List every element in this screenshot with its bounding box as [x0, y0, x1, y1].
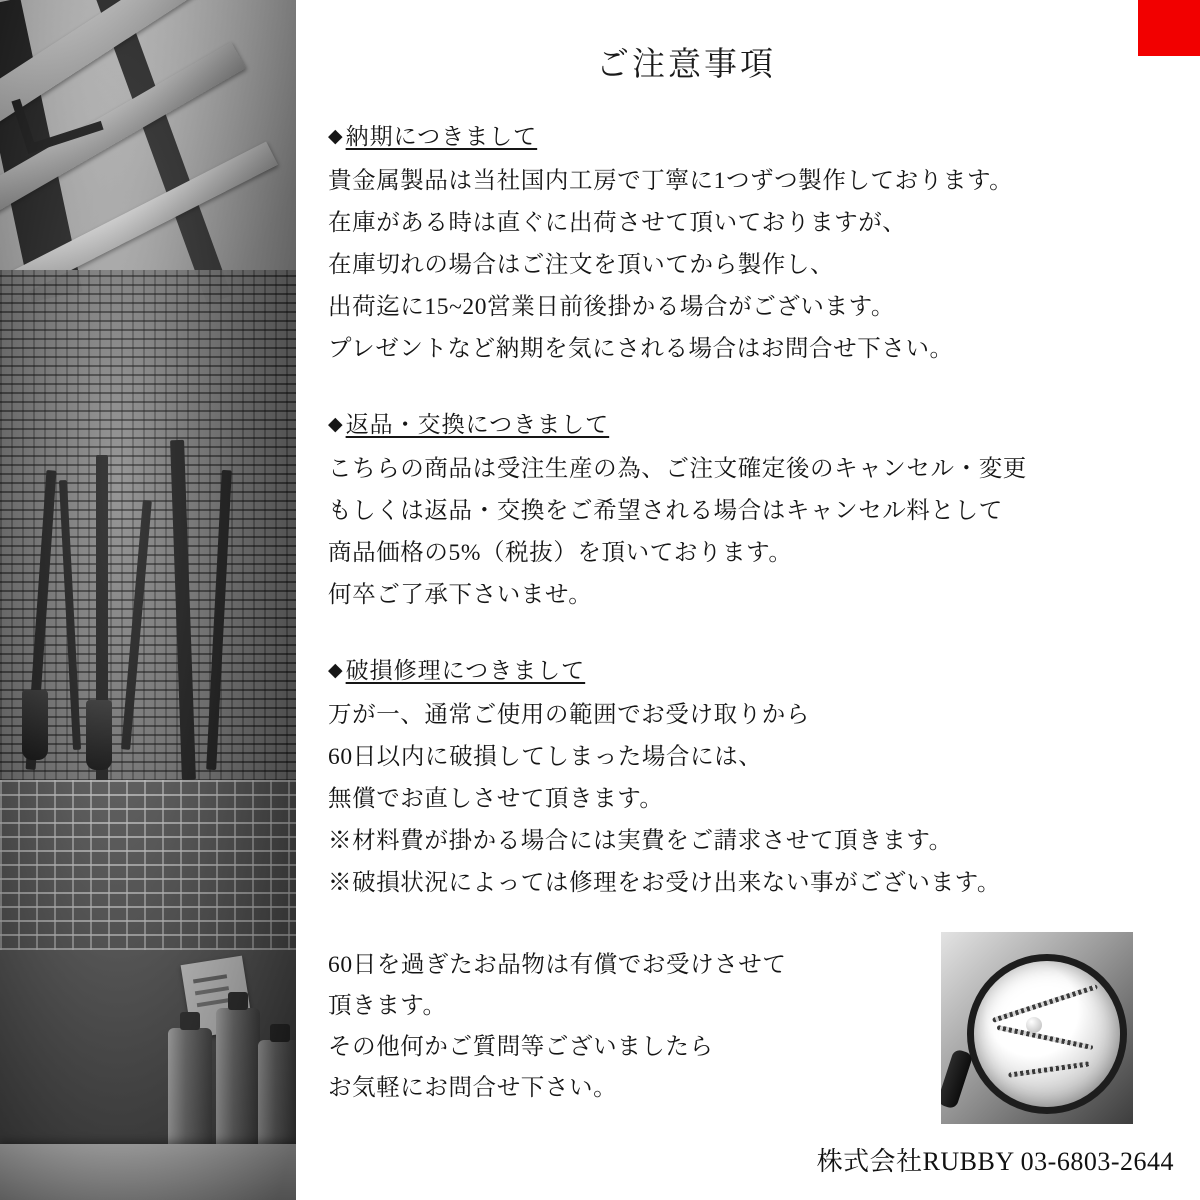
notice-section-delivery	[328, 118, 1168, 370]
body-line: 無償でお直しさせて頂きます。	[328, 786, 664, 812]
body-line: 出荷迄に15~20営業日前後掛かる場合がございます。	[328, 294, 895, 320]
diamond-bullet-icon: ◆	[328, 660, 344, 681]
photo-brush	[22, 690, 48, 760]
company-footer: 株式会社RUBBY 03-6803-2644	[816, 1147, 1174, 1176]
body-line: 貴金属製品は当社国内工房で丁寧に1つずつ製作しております。	[328, 168, 1014, 194]
body-line: 在庫切れの場合はご注文を頂いてから製作し、	[328, 252, 835, 278]
body-line: 商品価格の5%（税抜）を頂いております。	[328, 540, 793, 566]
section-heading	[328, 118, 1168, 151]
body-line: ※破損状況によっては修理をお受け出来ない事がございます。	[328, 870, 1001, 896]
page-title: ご注意事項	[596, 47, 776, 83]
magnifier-icon	[967, 954, 1127, 1114]
chain-detail	[992, 984, 1098, 1023]
body-line: 60日を過ぎたお品物は有償でお受けさせて	[328, 952, 787, 978]
photo-brush	[86, 700, 112, 770]
photo-spray-can	[216, 1008, 260, 1158]
section-heading-text: 納期につきまして	[345, 124, 538, 149]
chain-detail	[1008, 1061, 1090, 1077]
workshop-photo	[0, 0, 296, 1200]
section-heading-text: 破損修理につきまして	[345, 658, 586, 683]
body-line: 万が一、通常ご使用の範囲でお受け取りから	[328, 702, 810, 728]
body-line: その他何かご質問等ございましたら	[328, 1034, 714, 1060]
content-area	[296, 0, 1200, 1200]
notice-sections	[328, 118, 1168, 940]
chain-detail	[997, 1025, 1094, 1050]
body-line: ※材料費が掛かる場合には実費をご請求させて頂きます。	[328, 828, 953, 854]
body-line: お気軽にお問合せ下さい。	[328, 1075, 618, 1101]
notice-section-repair	[328, 652, 1168, 904]
body-line: 頂きます。	[328, 993, 447, 1019]
body-line: 60日以内に破損してしまった場合には、	[328, 744, 763, 770]
body-line: もしくは返品・交換をご希望される場合はキャンセル料として	[328, 498, 1003, 524]
photo-spray-can	[168, 1028, 212, 1158]
closing-paragraph	[328, 945, 928, 1109]
section-heading-text: 返品・交換につきまして	[345, 412, 610, 437]
photo-workbench	[0, 1144, 296, 1200]
photo-spray-can	[258, 1040, 296, 1158]
body-line: 何卒ご了承下さいませ。	[328, 582, 593, 608]
body-line: こちらの商品は受注生産の為、ご注文確定後のキャンセル・変更	[328, 456, 1027, 482]
body-line: 在庫がある時は直ぐに出荷させて頂いておりますが、	[328, 210, 907, 236]
section-heading	[328, 652, 1168, 685]
diamond-bullet-icon: ◆	[328, 414, 344, 435]
photo-wire-rack	[0, 780, 296, 950]
notice-section-returns	[328, 406, 1168, 616]
pearl-detail	[1026, 1017, 1042, 1033]
loupe-photo	[941, 932, 1133, 1124]
body-line: プレゼントなど納期を気にされる場合はお問合せ下さい。	[328, 336, 954, 362]
diamond-bullet-icon: ◆	[328, 126, 344, 147]
section-heading	[328, 406, 1168, 439]
